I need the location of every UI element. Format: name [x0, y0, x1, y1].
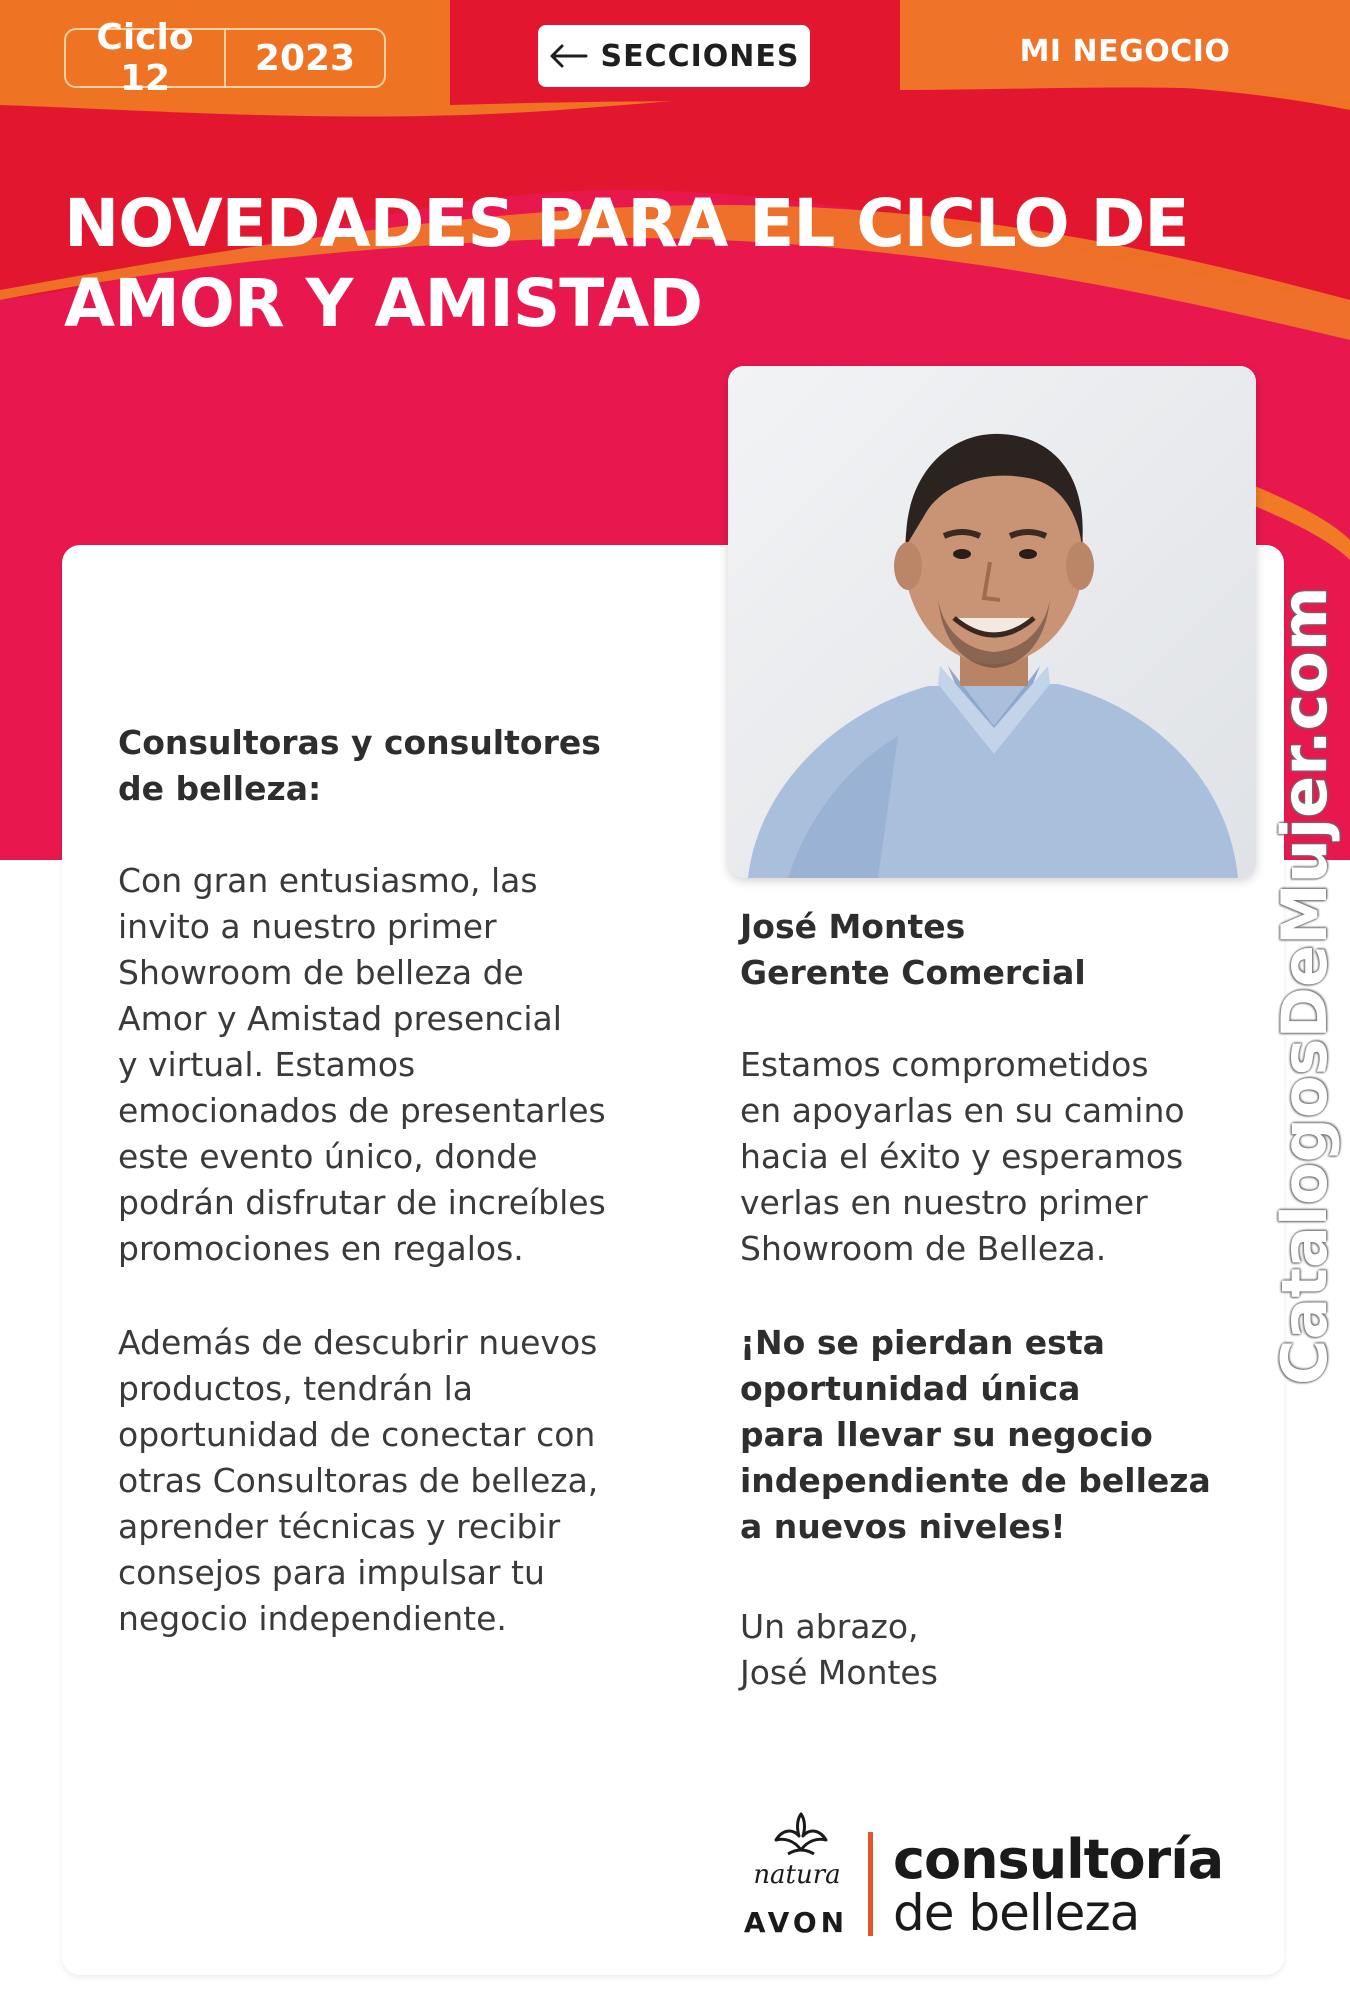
text-line: Showroom de Belleza.	[740, 1229, 1107, 1268]
text-line: promociones en regalos.	[118, 1229, 524, 1268]
greeting	[118, 720, 678, 812]
text-line: este evento único, donde	[118, 1137, 538, 1176]
sections-label: SECCIONES	[600, 38, 800, 74]
year-label: 2023	[254, 37, 356, 79]
text-line: productos, tendrán la	[118, 1369, 473, 1408]
signature: José Montes	[740, 1653, 938, 1692]
call-to-action	[740, 1320, 1260, 1550]
logo-title-line-2: de belleza	[893, 1884, 1140, 1942]
portrait-image	[728, 366, 1256, 878]
text-line: Amor y Amistad presencial	[118, 999, 562, 1038]
sign-off	[740, 1604, 1260, 1696]
page-title	[64, 184, 1244, 344]
text-line: invito a nuestro primer	[118, 907, 497, 946]
text-line: en apoyarlas en su camino	[740, 1091, 1185, 1130]
title-line-1: NOVEDADES PARA EL CICLO DE	[64, 185, 1189, 262]
avon-wordmark: AVON	[743, 1906, 849, 1939]
cycle-label: Ciclo 12	[96, 17, 194, 99]
text-line: hacia el éxito y esperamos	[740, 1137, 1184, 1176]
text-line: oportunidad de conectar con	[118, 1415, 596, 1454]
text-line: Estamos comprometidos	[740, 1045, 1149, 1084]
natura-wordmark: natura	[753, 1860, 841, 1890]
text-line: Con gran entusiasmo, las	[118, 861, 538, 900]
greeting-line: de belleza:	[118, 769, 322, 808]
greeting-line: Consultoras y consultores	[118, 723, 601, 762]
title-line-2: AMOR Y AMISTAD	[64, 265, 703, 342]
paragraph-benefits	[118, 1320, 698, 1642]
sections-button[interactable]	[538, 25, 810, 87]
text-line: oportunidad única	[740, 1369, 1081, 1408]
text-line: consejos para impulsar tu	[118, 1553, 545, 1592]
author-name: José Montes	[740, 907, 966, 946]
text-line: otras Consultoras de belleza,	[118, 1461, 599, 1500]
logo-title-line-1: consultoría	[893, 1828, 1224, 1891]
text-line: negocio independiente.	[118, 1599, 507, 1638]
watermark: CatalogosDeMujer.com	[1268, 586, 1341, 1385]
text-line: Además de descubrir nuevos	[118, 1323, 598, 1362]
text-line: verlas en nuestro primer	[740, 1183, 1148, 1222]
text-line: a nuevos niveles!	[740, 1507, 1066, 1546]
paragraph-invitation	[118, 858, 698, 1272]
text-line: y virtual. Estamos	[118, 1045, 416, 1084]
section-name: MI NEGOCIO	[1019, 34, 1231, 69]
text-line: para llevar su negocio	[740, 1415, 1153, 1454]
text-line: podrán disfrutar de increíbles	[118, 1183, 606, 1222]
text-line: Showroom de belleza de	[118, 953, 524, 992]
author-caption	[740, 904, 1260, 996]
paragraph-commitment	[740, 1042, 1260, 1272]
cycle-badge	[64, 17, 386, 99]
author-role: Gerente Comercial	[740, 953, 1086, 992]
closing: Un abrazo,	[740, 1607, 919, 1646]
text-line: emocionados de presentarles	[118, 1091, 606, 1130]
text-line: aprender técnicas y recibir	[118, 1507, 561, 1546]
text-line: independiente de belleza	[740, 1461, 1211, 1500]
logo-divider	[868, 1832, 873, 1936]
author-photo	[728, 366, 1256, 878]
natura-flower-icon	[766, 1810, 836, 1858]
arrow-left-icon	[548, 43, 588, 69]
text-line: ¡No se pierdan esta	[740, 1323, 1105, 1362]
brand-logo	[738, 1810, 1238, 1950]
